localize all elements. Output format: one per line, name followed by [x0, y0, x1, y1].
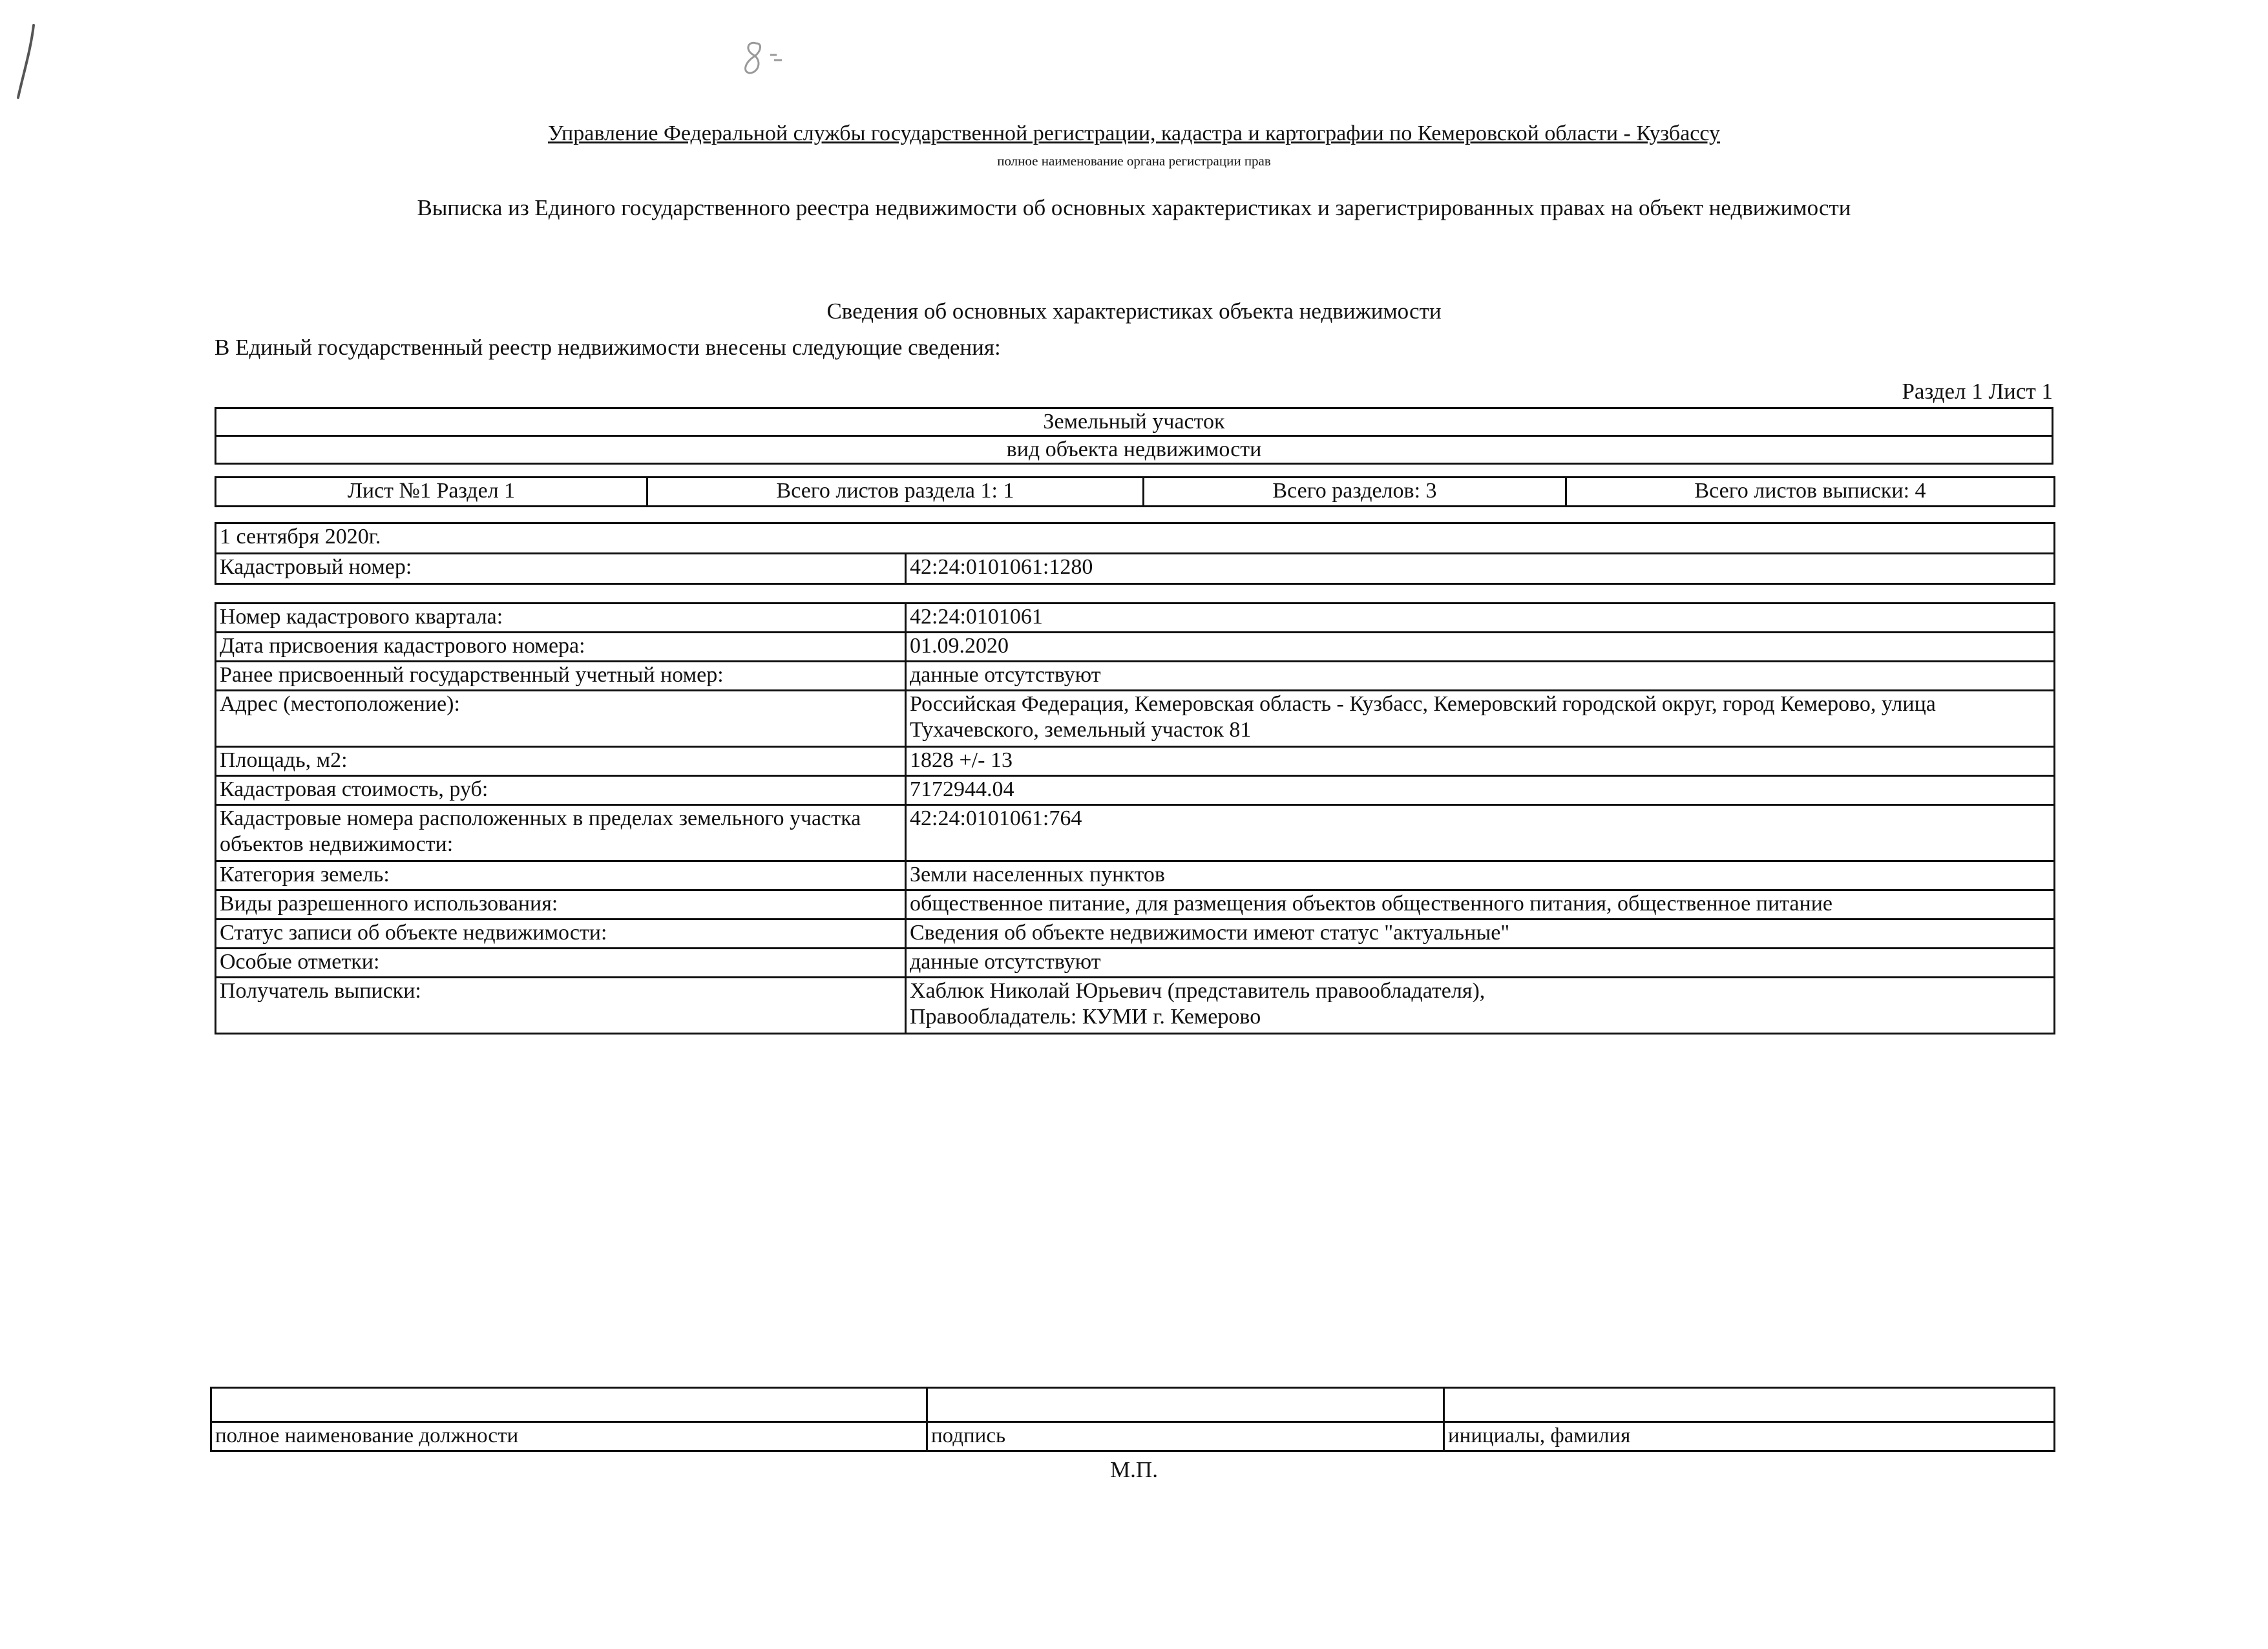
field-value: Земли населенных пунктов: [906, 861, 2055, 890]
field-row: [216, 919, 2055, 949]
extract-date: 1 сентября 2020г.: [216, 523, 2055, 554]
field-label: Статус записи об объекте недвижимости:: [216, 919, 906, 949]
field-label: Адрес (местоположение):: [216, 691, 906, 747]
field-row: [216, 805, 2055, 861]
field-row: [216, 691, 2055, 747]
field-label: Категория земель:: [216, 861, 906, 890]
field-value: 01.09.2020: [906, 633, 2055, 662]
section-title: Сведения об основных характеристиках объекта недвижимости: [826, 299, 1442, 324]
field-row: [216, 890, 2055, 919]
field-row: [216, 747, 2055, 776]
field-row: [216, 776, 2055, 805]
field-label: Кадастровые номера расположенных в пределах земельного участка объектов недвижимости:: [216, 805, 906, 861]
characteristics-table: [215, 602, 2055, 1035]
position-caption: полное наименование должности: [211, 1422, 927, 1451]
field-label: Ранее присвоенный государственный учетный номер:: [216, 662, 906, 691]
field-label: Дата присвоения кадастрового номера:: [216, 633, 906, 662]
field-value: 1828 +/- 13: [906, 747, 2055, 776]
cadastral-number-row: [216, 554, 2055, 584]
signature-table: [210, 1387, 2055, 1452]
field-value: Российская Федерация, Кемеровская область - Кузбасс, Кемеровский городской округ, город Кемерово, улица Тухачевского, земельный участок 81: [906, 691, 2055, 747]
field-label: Кадастровая стоимость, руб:: [216, 776, 906, 805]
signature-field: [927, 1388, 1444, 1422]
object-type-value: Земельный участок: [216, 408, 2053, 436]
object-type-row: [216, 408, 2053, 436]
total-sections-count: Всего разделов: 3: [1144, 478, 1566, 507]
registration-authority-caption: полное наименование органа регистрации прав: [997, 153, 1271, 169]
field-label: Площадь, м2:: [216, 747, 906, 776]
field-value: Хаблюк Николай Юрьевич (представитель правообладателя), Правообладатель: КУМИ г. Кемерово: [906, 978, 2055, 1034]
field-value: данные отсутствуют: [906, 662, 2055, 691]
name-field: [1444, 1388, 2055, 1422]
field-value: 42:24:0101061: [906, 604, 2055, 633]
field-row: [216, 978, 2055, 1034]
sheet-info-row: [216, 478, 2055, 507]
cadastral-number-label: Кадастровый номер:: [216, 554, 906, 584]
sheet-info-table: [215, 476, 2055, 507]
section-sheet-reference: Раздел 1 Лист 1: [1902, 379, 2053, 404]
field-label: Номер кадастрового квартала:: [216, 604, 906, 633]
date-row: [216, 523, 2055, 554]
name-caption: инициалы, фамилия: [1444, 1422, 2055, 1451]
signature-caption-row: [211, 1422, 2055, 1451]
cadastral-number-table: [215, 522, 2055, 585]
signature-caption: подпись: [927, 1422, 1444, 1451]
position-field: [211, 1388, 927, 1422]
field-value: Сведения об объекте недвижимости имеют статус "актуальные": [906, 919, 2055, 949]
total-sheets-count: Всего листов выписки: 4: [1566, 478, 2055, 507]
registration-authority-name: Управление Федеральной службы государственной регистрации, кадастра и картографии по Кемеровской области - Кузбассу: [547, 121, 1721, 145]
seal-placeholder: М.П.: [1110, 1457, 1158, 1482]
object-type-table: [215, 407, 2053, 465]
field-value: 7172944.04: [906, 776, 2055, 805]
field-row: [216, 633, 2055, 662]
field-row: [216, 949, 2055, 978]
field-value: 42:24:0101061:764: [906, 805, 2055, 861]
handwritten-slash-mark: [13, 23, 39, 100]
handwritten-page-number-mark: [737, 36, 795, 81]
object-type-caption-row: [216, 436, 2053, 464]
object-type-caption: вид объекта недвижимости: [216, 436, 2053, 464]
signature-fill-row: [211, 1388, 2055, 1422]
field-row: [216, 604, 2055, 633]
cadastral-number-value: 42:24:0101061:1280: [906, 554, 2055, 584]
field-value: общественное питание, для размещения объектов общественного питания, общественное питание: [906, 890, 2055, 919]
section-intro: В Единый государственный реестр недвижимости внесены следующие сведения:: [215, 335, 1001, 360]
section-sheets-count: Всего листов раздела 1: 1: [647, 478, 1144, 507]
field-row: [216, 861, 2055, 890]
document-title: Выписка из Единого государственного реестра недвижимости об основных характеристиках и зарегистрированных правах на объект недвижимости: [417, 195, 1851, 220]
field-value: данные отсутствуют: [906, 949, 2055, 978]
field-row: [216, 662, 2055, 691]
field-label: Получатель выписки:: [216, 978, 906, 1034]
field-label: Особые отметки:: [216, 949, 906, 978]
field-label: Виды разрешенного использования:: [216, 890, 906, 919]
sheet-number: Лист №1 Раздел 1: [216, 478, 647, 507]
